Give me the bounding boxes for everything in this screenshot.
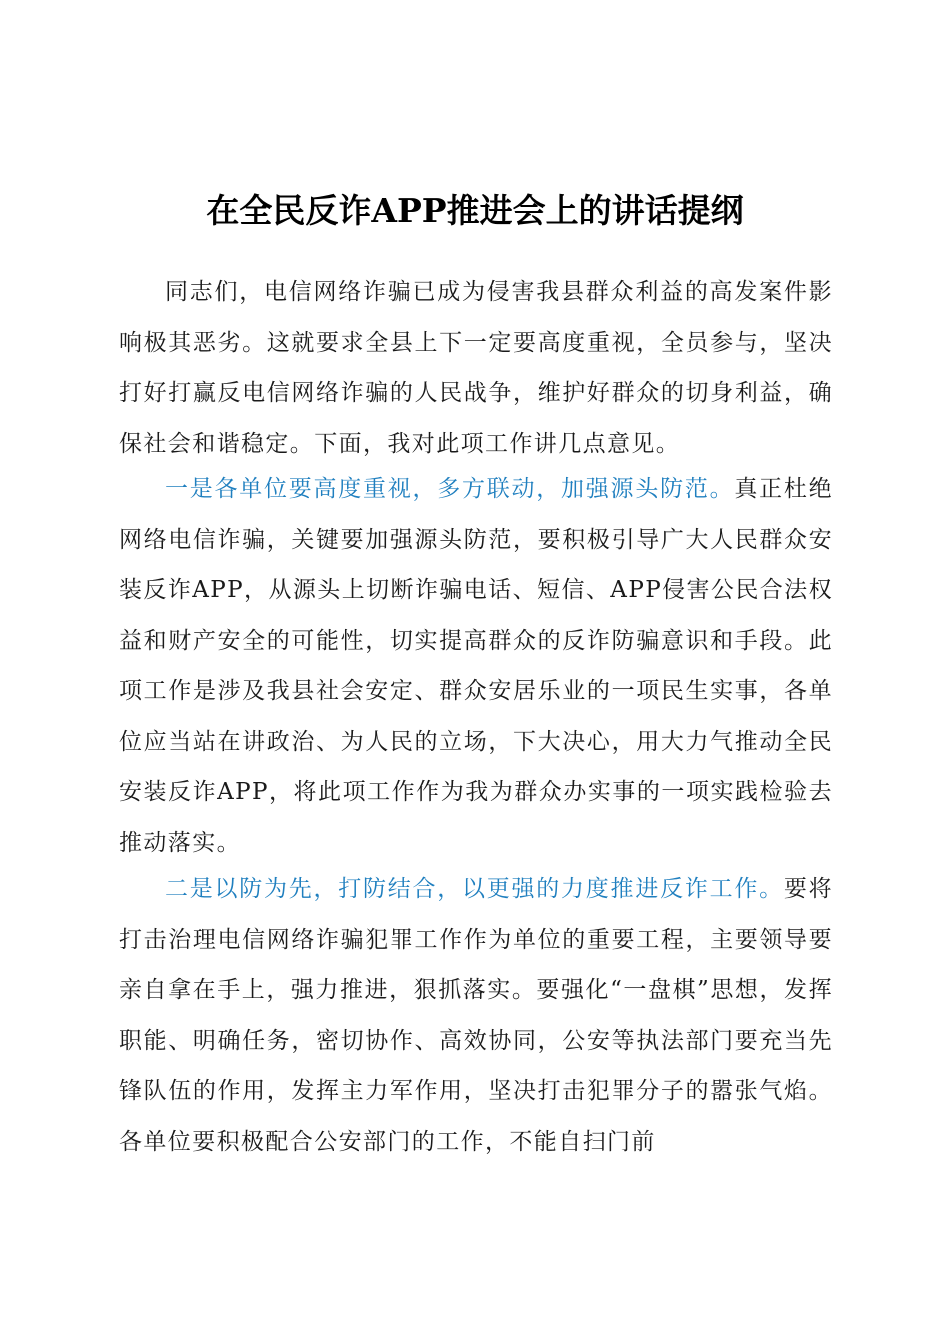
point-two-heading: 二是以防为先，打防结合，以更强的力度推进反诈工作。 [165, 876, 784, 902]
paragraph-point-two [119, 864, 833, 1167]
document-title: 在全民反诈APP推进会上的讲话提纲 [206, 191, 744, 230]
paragraph-point-one [119, 464, 833, 868]
point-one-text: 真正杜绝网络电信诈骗，关键要加强源头防范，要积极引导广大人民群众安装反诈APP，从源头上切断诈骗电话、短信、APP侵害公民合法权益和财产安全的可能性，切实提高群众的反诈防骗意识和手段。此项工作是涉及我县社会安定、群众安居乐业的一项民生实事，各单位应当站在讲政治、为人民的立场，下大决心，用大力气推动全民安装反诈APP，将此项工作作为我为群众办实事的一项实践检验去推动落实。 [119, 476, 833, 856]
paragraph-intro [119, 267, 833, 469]
paragraph-intro-text: 同志们，电信网络诈骗已成为侵害我县群众利益的高发案件影响极其恶劣。这就要求全县上下一定要高度重视，全员参与，坚决打好打赢反电信网络诈骗的人民战争，维护好群众的切身利益，确保社会和谐稳定。下面，我对此项工作讲几点意见。 [119, 279, 833, 457]
point-two-text: 要将打击治理电信网络诈骗犯罪工作作为单位的重要工程，主要领导要亲自拿在手上，强力推进，狠抓落实。要强化“一盘棋”思想，发挥职能、明确任务，密切协作、高效协同，公安等执法部门要充当先锋队伍的作用，发挥主力军作用，坚决打击犯罪分子的嚣张气焰。各单位要积极配合公安部门的工作，不能自扫门前 [119, 876, 833, 1155]
point-one-heading: 一是各单位要高度重视，多方联动，加强源头防范。 [165, 476, 735, 502]
